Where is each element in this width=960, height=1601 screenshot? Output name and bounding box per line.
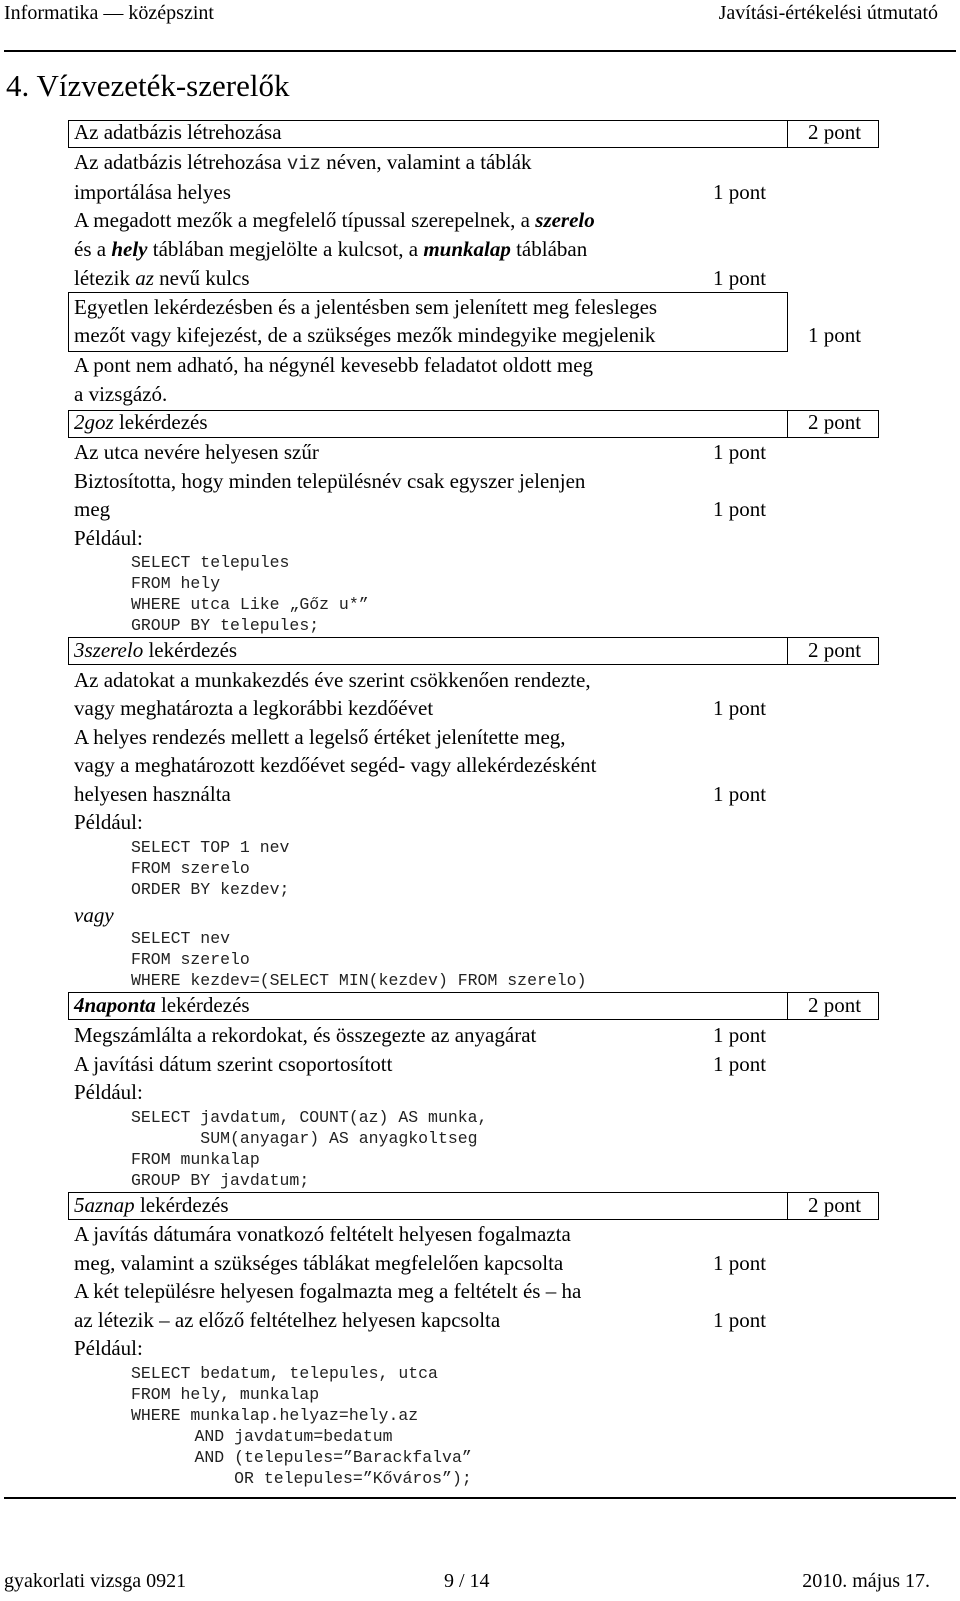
footer-rule [4,1497,956,1499]
s4-points-1: 1 pont [713,1023,767,1047]
s3-code2-1: SELECT nev [131,929,231,948]
s1-line-3: A megadott mezők a megfelelő típussal szerepelnek, a szerelo [74,208,595,232]
s4-code-2: SUM(anyagar) AS anyagkoltseg [131,1129,478,1148]
s1b-line-1: Egyetlen lekérdezésben és a jelentésben sem jelenített meg felesleges [74,295,658,319]
s2-example-label: Például: [74,526,143,550]
s5-code-6: OR telepules=”Kőváros”); [145,1469,472,1488]
s3-code2-3: WHERE kezdev=(SELECT MIN(kezdev) FROM szerelo) [131,971,587,990]
s5-example-label: Például: [74,1336,143,1360]
s1-line-5: létezik az nevű kulcs [74,266,250,290]
s5-line-2: meg, valamint a szükséges táblákat megfelelően kapcsolta [74,1251,564,1275]
s1b-line-2: mezőt vagy kifejezést, de a szükséges mezők mindegyike megjelenik [74,323,656,347]
s3-line-3: A helyes rendezés mellett a legelső értéket jelenítette meg, [74,725,566,749]
s1b-line-3: A pont nem adható, ha négynél kevesebb feladatot oldott meg [74,353,594,377]
s2-code-4: GROUP BY telepules; [131,616,320,635]
s5-points-2: 1 pont [713,1308,767,1332]
s3-code1-2: FROM szerelo [131,859,250,878]
s4-points-2: 1 pont [713,1052,767,1076]
s2-code-1: SELECT telepules [131,553,290,572]
s1-points-1: 1 pont [713,180,767,204]
s1b-line-4: a vizsgázó. [74,382,168,406]
s5-line-1: A javítás dátumára vonatkozó feltételt helyesen fogalmazta [74,1222,571,1246]
s4-heading-points: 2 pont [808,993,862,1017]
s4-heading: 4naponta lekérdezés [74,993,250,1017]
s4-code-3: FROM munkalap [131,1150,260,1169]
s3-code2-2: FROM szerelo [131,950,250,969]
s2-code-2: FROM hely [131,574,221,593]
s1-points-2: 1 pont [713,266,767,290]
s3-line-4: vagy a meghatározott kezdőévet segéd- vagy allekérdezésként [74,753,597,777]
s4-line-1: Megszámlálta a rekordokat, és összegezte az anyagárat [74,1023,537,1047]
s5-code-1: SELECT bedatum, telepules, utca [131,1364,438,1383]
page-title: 4. Vízvezeték-szerelők [6,68,290,103]
header-rule [4,50,956,52]
s3-or-label: vagy [74,903,114,927]
s5-code-2: FROM hely, munkalap [131,1385,320,1404]
s3-code1-1: SELECT TOP 1 nev [131,838,290,857]
s3-heading-points: 2 pont [808,638,862,662]
s2-heading-points: 2 pont [808,410,862,434]
s3-line-2: vagy meghatározta a legkorábbi kezdőévet [74,696,434,720]
s4-example-label: Például: [74,1080,143,1104]
s5-points-1: 1 pont [713,1251,767,1275]
s3-line-5: helyesen használta [74,782,231,806]
s1-line-2: importálása helyes [74,180,231,204]
s4-code-1: SELECT javdatum, COUNT(az) AS munka, [131,1108,488,1127]
s2-points-2: 1 pont [713,497,767,521]
footer-left: gyakorlati vizsga 0921 [4,1570,187,1592]
s5-heading: 5aznap lekérdezés [74,1193,229,1217]
s3-example-label: Például: [74,810,143,834]
header-right: Javítási-értékelési útmutató [718,2,938,24]
s5-code-3: WHERE munkalap.helyaz=hely.az [131,1406,419,1425]
s2-code-3: WHERE utca Like „Gőz u*” [131,595,369,614]
s1b-points: 1 pont [808,323,862,347]
s5-line-3: A két településre helyesen fogalmazta meg a feltételt és – ha [74,1279,582,1303]
s2-line-1: Az utca nevére helyesen szűr [74,440,319,464]
s3-points-2: 1 pont [713,782,767,806]
s2-line-2: Biztosította, hogy minden településnév csak egyszer jelenjen [74,469,586,493]
s2-heading: 2goz lekérdezés [74,410,208,434]
s4-code-4: GROUP BY javdatum; [131,1171,310,1190]
page-number: 9 / 14 [444,1570,490,1592]
s5-code-5: AND (telepules=”Barackfalva” [145,1448,472,1467]
s2-points-1: 1 pont [713,440,767,464]
footer-date: 2010. május 17. [802,1570,930,1592]
s1-line-1: Az adatbázis létrehozása viz néven, valamint a táblák [74,150,532,175]
s5-line-4: az létezik – az előző feltételhez helyesen kapcsolta [74,1308,501,1332]
s3-heading: 3szerelo lekérdezés [74,638,238,662]
s5-code-4: AND javdatum=bedatum [145,1427,393,1446]
header-left: Informatika — középszint [4,2,214,24]
s3-points-1: 1 pont [713,696,767,720]
s1-heading-points: 2 pont [808,120,862,144]
s2-line-3: meg [74,497,111,521]
s1-heading: Az adatbázis létrehozása [74,120,282,144]
s3-line-1: Az adatokat a munkakezdés éve szerint csökkenően rendezte, [74,668,591,692]
s1-line-4: és a hely táblában megjelölte a kulcsot, a munkalap táblában [74,237,588,261]
s5-heading-points: 2 pont [808,1193,862,1217]
s3-code1-3: ORDER BY kezdev; [131,880,290,899]
s4-line-2: A javítási dátum szerint csoportosított [74,1052,393,1076]
